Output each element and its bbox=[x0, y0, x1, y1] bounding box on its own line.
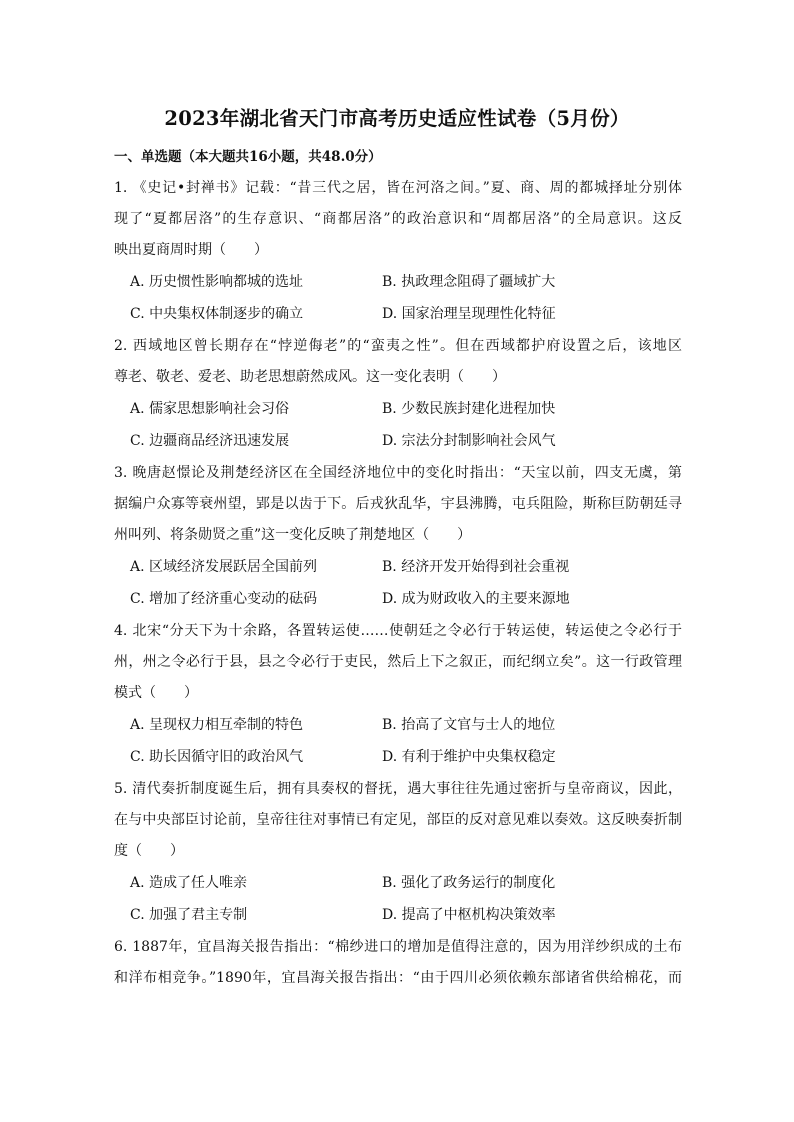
question-5-option-b[interactable]: B. 强化了政务运行的制度化 bbox=[382, 875, 556, 891]
question-4-option-c[interactable]: C. 助长因循守旧的政治风气 bbox=[130, 749, 304, 765]
question-2-option-b[interactable]: B. 少数民族封建化进程加快 bbox=[382, 401, 556, 417]
question-4-line-1: 4. 北宋“分天下为十余路，各置转运使……使朝廷之令必行于转运使，转运使之令必行于 bbox=[114, 623, 682, 639]
page-title: 2023年湖北省天门市高考历史适应性试卷（5月份） bbox=[164, 107, 630, 130]
question-3-option-c[interactable]: C. 增加了经济重心变动的砝码 bbox=[130, 591, 318, 607]
question-5-line-2: 在与中央部臣讨论前，皇帝往往对事情已有定见，部臣的反对意见难以奏效。这反映奏折制 bbox=[114, 812, 682, 828]
question-2-option-c[interactable]: C. 边疆商品经济迅速发展 bbox=[130, 433, 290, 449]
question-2-line-2: 尊老、敬老、爱老、助老思想蔚然成风。这一变化表明（ ） bbox=[114, 369, 506, 385]
question-5-line-1: 5. 清代奏折制度诞生后，拥有具奏权的督抚，遇大事往往先通过密折与皇帝商议，因此， bbox=[114, 781, 682, 797]
question-5-line-3: 度（ ） bbox=[114, 843, 184, 859]
question-1-option-b[interactable]: B. 执政理念阻碍了疆域扩大 bbox=[382, 274, 556, 290]
question-4-option-b[interactable]: B. 抬高了文官与士人的地位 bbox=[382, 717, 556, 733]
question-3-option-a[interactable]: A. 区域经济发展跃居全国前列 bbox=[130, 559, 318, 575]
question-4-line-3: 模式（ ） bbox=[114, 685, 198, 701]
question-2-line-1: 2. 西域地区曾长期存在“悖逆侮老”的“蛮夷之性”。但在西域都护府设置之后，该地区 bbox=[114, 338, 682, 354]
question-3-option-b[interactable]: B. 经济开发开始得到社会重视 bbox=[382, 559, 570, 575]
question-3-line-1: 3. 晚唐赵憬论及荆楚经济区在全国经济地位中的变化时指出：“天宝以前，四支无虞，第 bbox=[114, 465, 682, 481]
question-3-line-3: 州叫列、将条勋贤之重”这一变化反映了荆楚地区（ ） bbox=[114, 527, 472, 543]
question-5-option-c[interactable]: C. 加强了君主专制 bbox=[130, 907, 248, 923]
question-5-option-d[interactable]: D. 提高了中枢机构决策效率 bbox=[382, 907, 556, 923]
question-4-option-d[interactable]: D. 有利于维护中央集权稳定 bbox=[382, 749, 556, 765]
question-2-option-d[interactable]: D. 宗法分封制影响社会风气 bbox=[382, 433, 556, 449]
question-3-line-2: 据编户众寡等衰州望，郢是以齿于下。后戎狄乱华，宇县沸腾，屯兵阻险，斯称巨防朝廷寻 bbox=[114, 496, 682, 512]
question-3-option-d[interactable]: D. 成为财政收入的主要来源地 bbox=[382, 591, 570, 607]
question-4-line-2: 州，州之令必行于县，县之令必行于吏民，然后上下之叙正，而纪纲立矣”。这一行政管理 bbox=[114, 654, 682, 670]
question-1-line-1: 1. 《史记•封禅书》记载：“昔三代之居，皆在河洛之间。”夏、商、周的都城择址分别体 bbox=[114, 180, 682, 196]
question-2-option-a[interactable]: A. 儒家思想影响社会习俗 bbox=[130, 401, 290, 417]
question-1-line-2: 现了“夏都居洛”的生存意识、“商都居洛”的政治意识和“周都居洛”的全局意识。这反 bbox=[114, 211, 682, 227]
question-1-option-c[interactable]: C. 中央集权体制逐步的确立 bbox=[130, 306, 304, 322]
question-6-line-1: 6. 1887年，宜昌海关报告指出：“棉纱进口的增加是值得注意的，因为用洋纱织成的土布 bbox=[114, 939, 682, 955]
question-6-line-2: 和洋布相竞争。”1890年，宜昌海关报告指出：“由于四川必须依赖东部诸省供给棉花，而 bbox=[114, 970, 682, 986]
section-heading: 一、单选题（本大题共16小题，共48.0分） bbox=[114, 149, 382, 165]
question-1-option-a[interactable]: A. 历史惯性影响都城的选址 bbox=[130, 274, 304, 290]
question-1-line-3: 映出夏商周时期（ ） bbox=[114, 242, 268, 258]
question-5-option-a[interactable]: A. 造成了任人唯亲 bbox=[130, 875, 248, 891]
question-4-option-a[interactable]: A. 呈现权力相互牵制的特色 bbox=[130, 717, 304, 733]
question-1-option-d[interactable]: D. 国家治理呈现理性化特征 bbox=[382, 306, 556, 322]
